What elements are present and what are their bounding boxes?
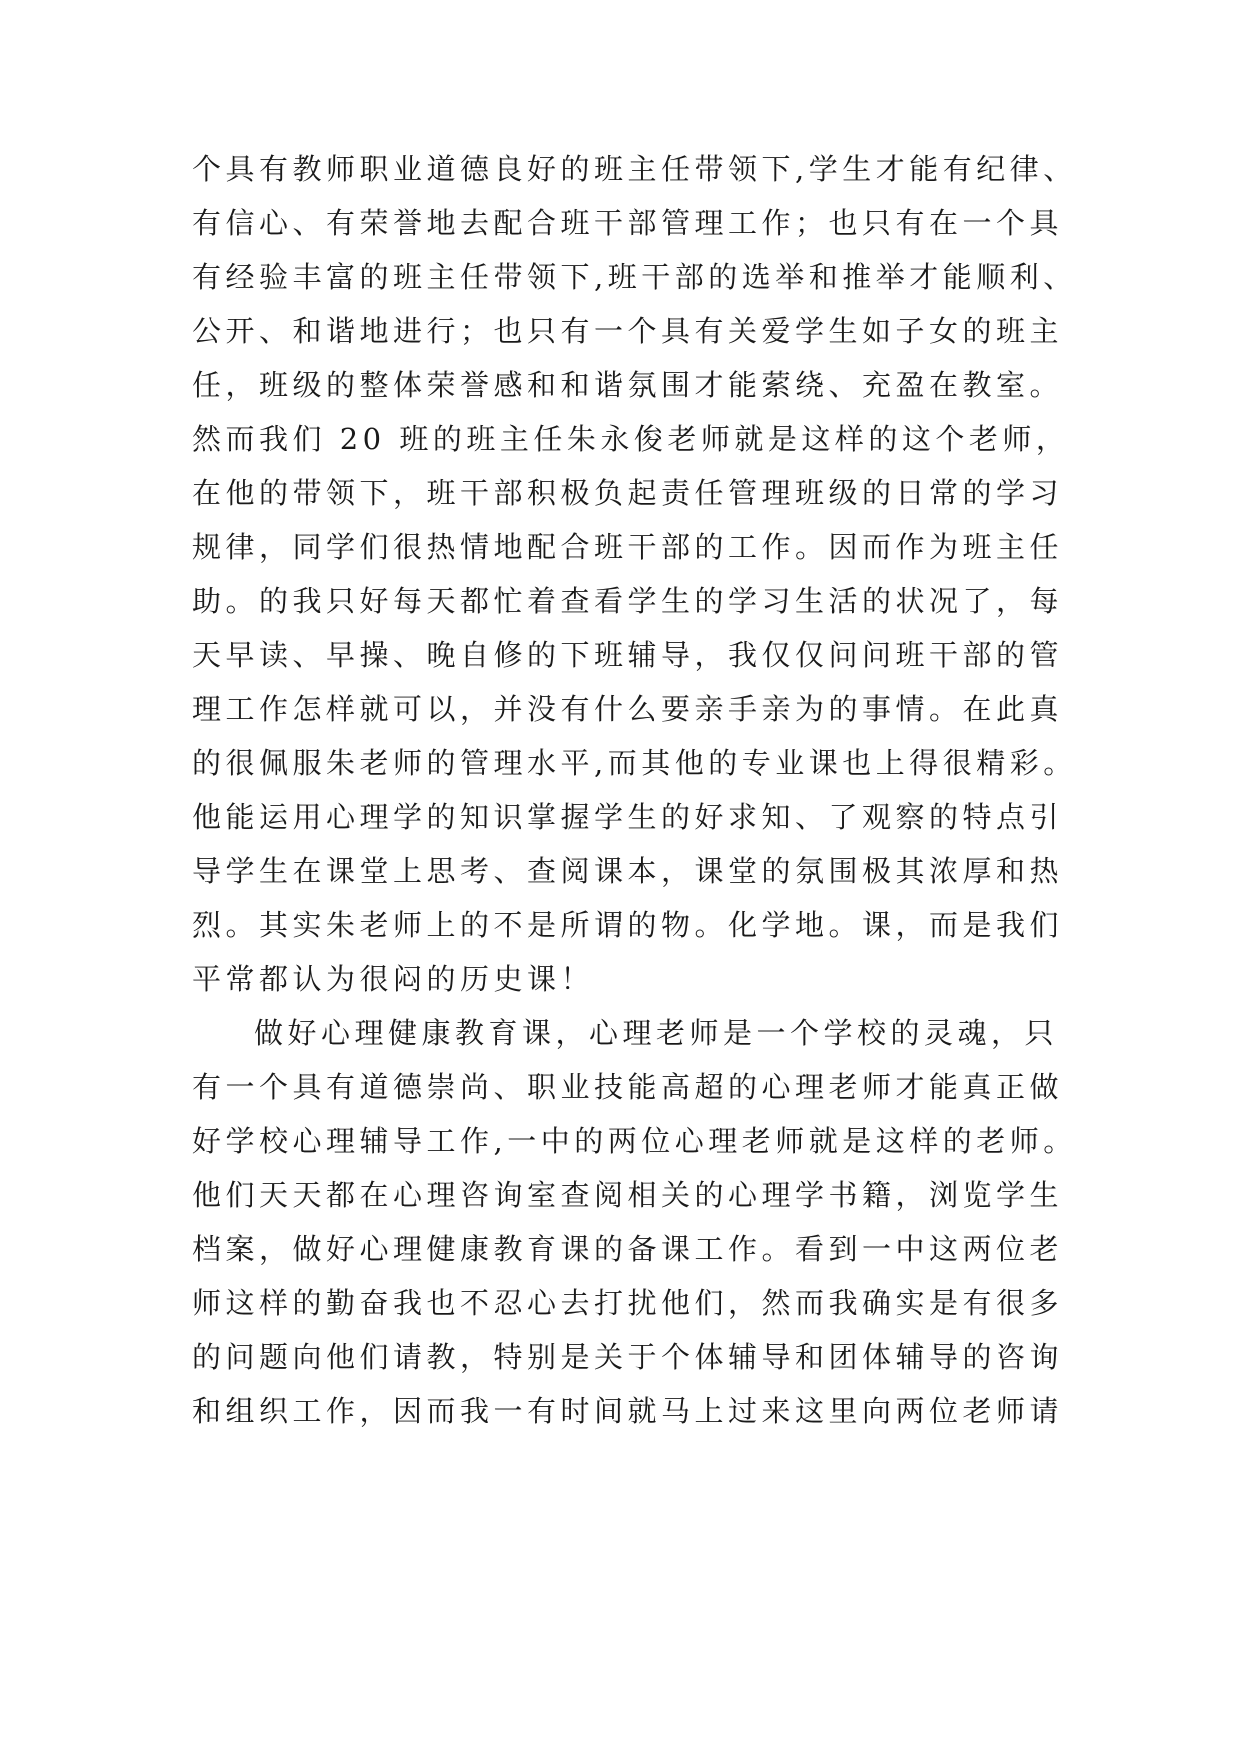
- text-line: 导学生在课堂上思考、查阅课本，课堂的氛围极其浓厚和热: [192, 854, 1064, 888]
- text-line: 有一个具有道德崇尚、职业技能高超的心理老师才能真正做: [192, 1070, 1064, 1104]
- text-line: 任，班级的整体荣誉感和和谐氛围才能萦绕、充盈在教室。: [192, 368, 1064, 402]
- text-line: 然而我们 20 班的班主任朱永俊老师就是这样的这个老师，: [192, 422, 1070, 456]
- text-line: 他们天天都在心理咨询室查阅相关的心理学书籍，浏览学生: [192, 1178, 1064, 1212]
- text-line: 好学校心理辅导工作,一中的两位心理老师就是这样的老师。: [192, 1124, 1077, 1158]
- text-line: 师这样的勤奋我也不忍心去打扰他们，然而我确实是有很多: [192, 1286, 1064, 1320]
- text-line: 助。的我只好每天都忙着查看学生的学习生活的状况了，每: [192, 584, 1064, 618]
- text-line: 的问题向他们请教，特别是关于个体辅导和团体辅导的咨询: [192, 1340, 1064, 1374]
- text-line: 的很佩服朱老师的管理水平,而其他的专业课也上得很精彩。: [192, 746, 1077, 780]
- text-line: 档案，做好心理健康教育课的备课工作。看到一中这两位老: [192, 1232, 1064, 1266]
- text-line: 天早读、早操、晚自修的下班辅导，我仅仅问问班干部的管: [192, 638, 1064, 672]
- text-line: 他能运用心理学的知识掌握学生的好求知、了观察的特点引: [192, 800, 1064, 834]
- text-line: 有经验丰富的班主任带领下,班干部的选举和推举才能顺利、: [192, 260, 1077, 294]
- text-line: 规律，同学们很热情地配合班干部的工作。因而作为班主任: [192, 530, 1064, 564]
- text-line: 个具有教师职业道德良好的班主任带领下,学生才能有纪律、: [192, 152, 1077, 186]
- text-line: 在他的带领下，班干部积极负起责任管理班级的日常的学习: [192, 476, 1064, 510]
- text-line: 公开、和谐地进行；也只有一个具有关爱学生如子女的班主: [192, 314, 1064, 348]
- text-line: 有信心、有荣誉地去配合班干部管理工作；也只有在一个具: [192, 206, 1064, 240]
- text-line: 平常都认为很闷的历史课！: [192, 962, 595, 996]
- text-line: 和组织工作，因而我一有时间就马上过来这里向两位老师请: [192, 1394, 1064, 1428]
- text-line: 烈。其实朱老师上的不是所谓的物。化学地。课，而是我们: [192, 908, 1064, 942]
- text-line: 理工作怎样就可以，并没有什么要亲手亲为的事情。在此真: [192, 692, 1064, 726]
- paragraph-first-line: 做好心理健康教育课，心理老师是一个学校的灵魂，只: [254, 1016, 1059, 1050]
